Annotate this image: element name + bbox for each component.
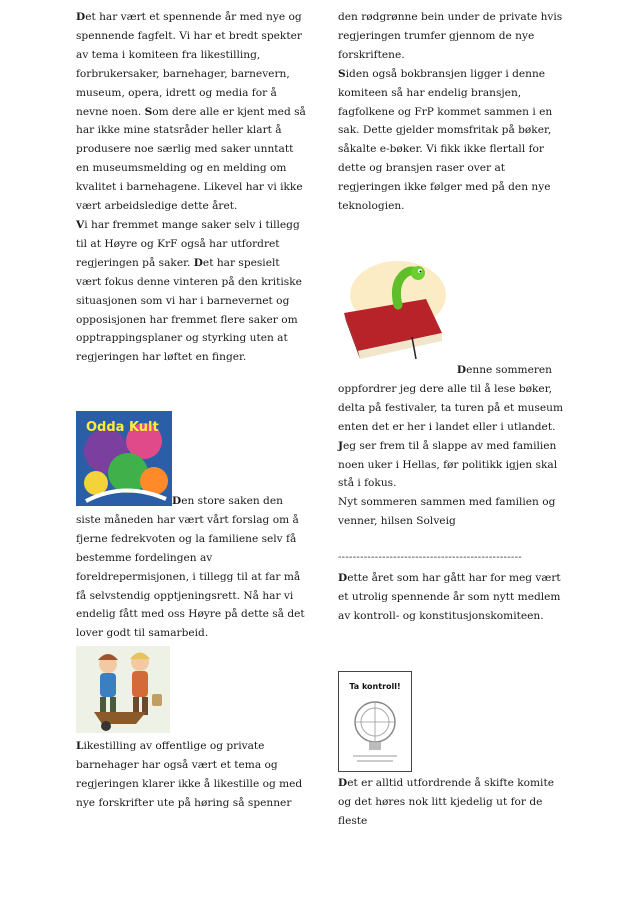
left-column-top xyxy=(76,8,308,367)
paragraph-kindergartens: Likestilling av offentlige og private barnehager har også vært et tema og regjeringen klarer ikke å likestille og med nye forskrifter ute på høring så spenner xyxy=(76,740,303,809)
paragraph-committee-change: Det er alltid utfordrende å skifte komite og det høres nok litt kjedelig ut for de fleste xyxy=(338,777,554,827)
paragraph-greeting: Nyt sommeren sammen med familien og venner, hilsen Solveig xyxy=(338,496,556,528)
paragraph-summer-heading: Denne sommeren xyxy=(456,364,552,376)
right-column-bottom xyxy=(338,774,570,831)
booklet-title-text: Ta kontroll! xyxy=(349,682,401,691)
bookworm-image xyxy=(338,255,450,367)
children-wheelbarrow-image xyxy=(76,646,170,733)
left-column-middle xyxy=(76,492,308,643)
paragraph-holiday: Jeg ser frem til å slappe av med familien noen uker i Hellas, før politikk igjen skal stå i fokus. xyxy=(338,439,558,490)
right-column-top xyxy=(338,8,570,216)
left-column-bottom xyxy=(76,737,308,813)
paragraph-control-committee: Dette året som har gått har for meg vært et utrolig spennende år som nytt medlem av kontroll- og konstitusjonskomiteen. xyxy=(338,572,561,622)
paragraph-books: Siden også bokbransjen ligger i denne komiteen så har endelig bransjen, fagfolkene og FrP kommet sammen i en sak. Dette gjelder momsfritak på bøker, såkalte e-bøker. Vi fikk ikke flertall for dette og bransjen raser over at regjeringen ikke følger med på den nye teknologien. xyxy=(338,67,553,213)
paragraph-cases: Vi har fremmet mange saker selv i tillegg til at Høyre og KrF også har utfordret regjeringen på saker. Det har spesielt vært fokus denne vinteren på den kritiske situasjonen som vi har i barnevernet og opposisjonen har fremmet flere saker om opptrappingsplaner og styrking uten at regjeringen har løftet en finger. xyxy=(76,218,302,364)
section-divider: -------------------------------------------------- xyxy=(338,552,522,563)
poster-title-text: Odda Kult xyxy=(86,420,159,435)
ta-kontroll-booklet-image xyxy=(338,671,412,772)
paragraph-summer: oppfordrer jeg dere alle til å lese bøker, delta på festivaler, ta turen på et museum enten det er her i landet eller i utlandet. xyxy=(338,382,564,433)
right-column-lower xyxy=(338,569,570,626)
right-column-middle xyxy=(338,361,570,531)
paragraph-regulations-cont: den rødgrønne bein under de private hvis regjeringen trumfer gjennom de nye forskriftene. xyxy=(338,11,563,61)
paragraph-parental-leave: Den store saken den siste måneden har vært vårt forslag om å fjerne fedrekvoten og la familiene selv få bestemme fordelingen av foreldrepermisjonen, i tillegg til at far må få selvstendig opptjeningsrett. Nå har vi endelig fått med oss Høyre på dette så det lover godt til samarbeid. xyxy=(76,495,305,640)
paragraph-intro: Det har vært et spennende år med nye og spennende fagfelt. Vi har et bredt spekter av tema i komiteen fra likestilling, forbrukersaker, barnehager, barnevern, museum, opera, idrett og media for å nevne noen. Som dere alle er kjent med så har ikke mine statsråder heller klart å produsere noe særlig med saker unntatt en museumsmelding og en melding om kvalitet i barnehagene. Likevel har vi ikke vært arbeidsledige dette året. xyxy=(76,11,306,213)
